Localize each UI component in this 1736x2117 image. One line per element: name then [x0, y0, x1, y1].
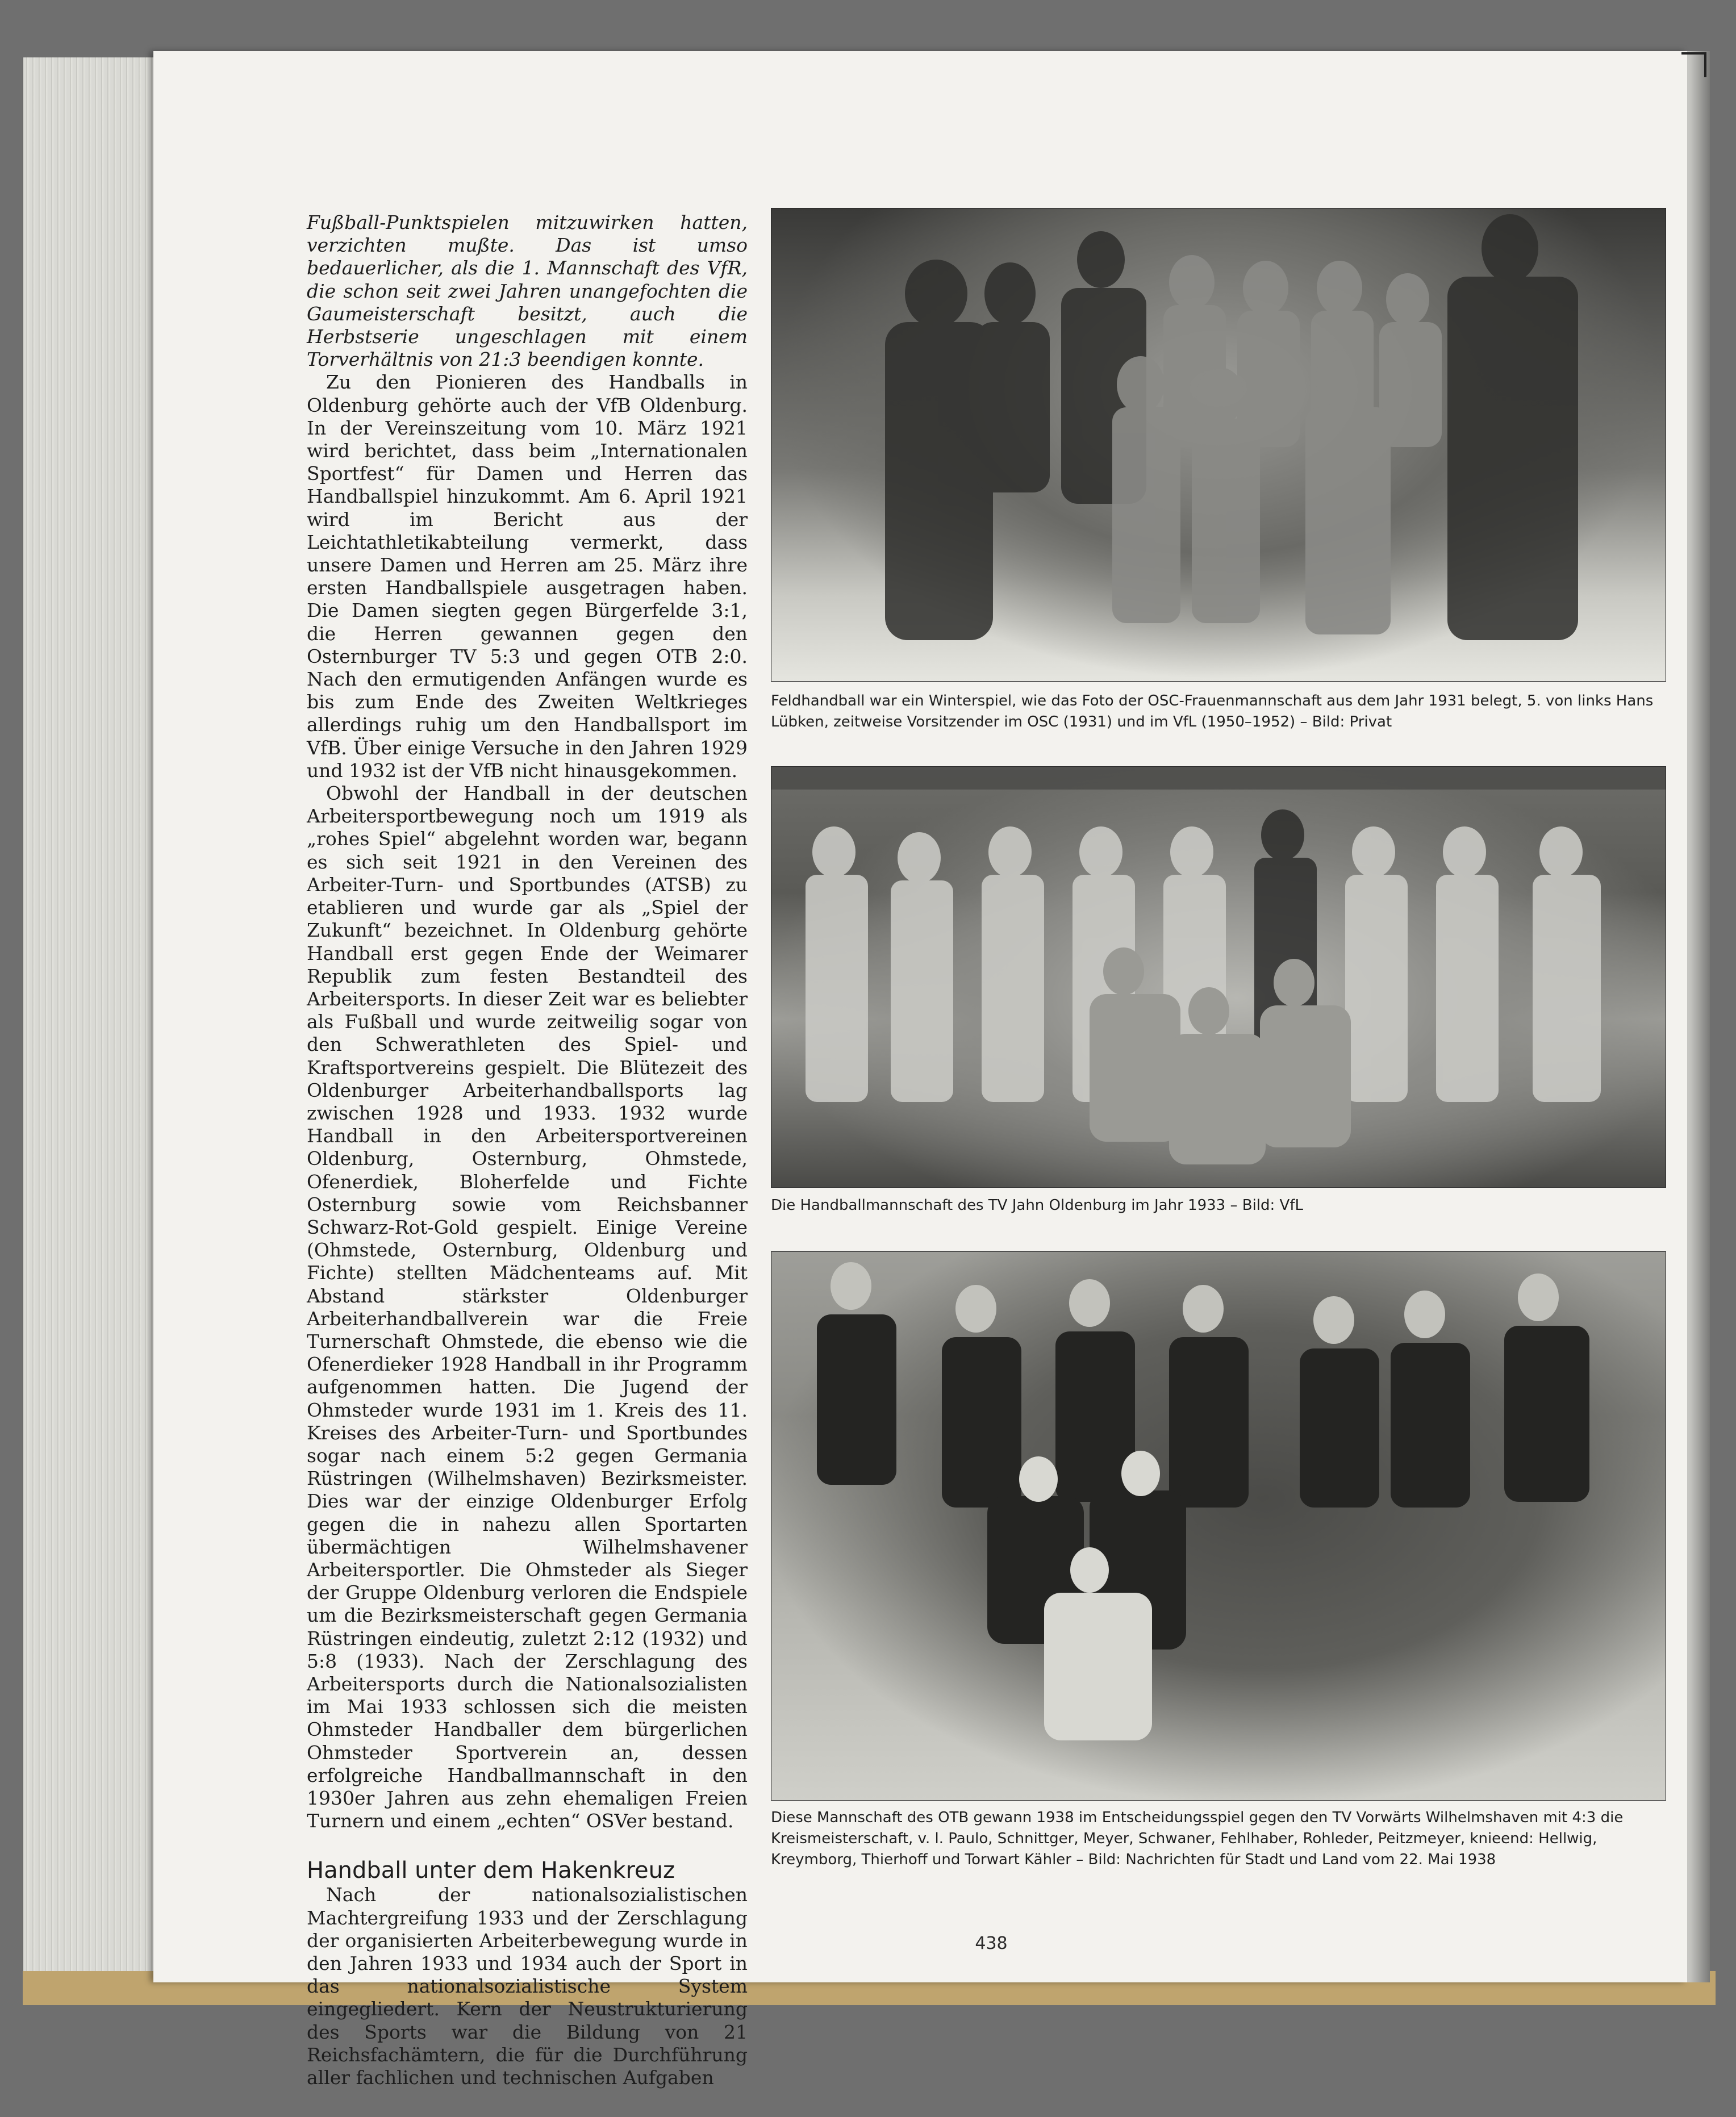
- caption-photo-3: Diese Mannschaft des OTB gewann 1938 im Entscheidungsspiel gegen den TV Vorwärts Wilhelmshaven mit 4:3 die Kreismeisterschaft, v. l. Paulo, Schnittger, Meyer, Schwaner, Fehlhaber, Rohleder, Peitzmeyer, knieend: Hellwig, Kreymborg, Thierhoff und Torwart Kähler – Bild: Nachrichten für Stadt und Land vom 22. Mai 1938: [771, 1809, 1624, 1868]
- photo-people-silhouettes-3: [771, 1252, 1666, 1800]
- page-number: 438: [975, 1934, 1008, 1953]
- paragraph-4: Nach der nationalsozialistischen Machtergreifung 1933 und der Zerschlagung der organisierten Arbeiterbewegung wurde in den Jahren 1933 und 1934 auch der Sport in das nationalsozialistische System eingegliedert. Kern der Neustrukturierung des Sports war die Bildung von 21 Reichsfachämtern, die für die Durchführung aller fachlichen und technischen Aufgaben: [307, 1884, 748, 2089]
- section-heading: Handball unter dem Hakenkreuz: [307, 1857, 675, 1884]
- paragraph-3: Obwohl der Handball in der deutschen Arbeitersportbewegung noch um 1919 als „rohes Spiel“ abgelehnt worden war, begann es sich seit 1921 in den Vereinen des Arbeiter-Turn- und Sportbundes (ATSB) zu etablieren und wurde gar als „Spiel der Zukunft“ bezeichnet. In Oldenburg gehörte Handball erst gegen Ende der Weimarer Republik zum festen Bestandteil des Arbeitersports. In dieser Zeit war es beliebter als Fußball und wurde zeitweilig sogar von den Schwerathleten des Spiel- und Kraftsportvereins gespielt. Die Blütezeit des Oldenburger Arbeiterhandballsports lag zwischen 1928 und 1933. 1932 wurde Handball in den Arbeitersportvereinen Oldenburg, Osternburg, Ohmstede, Ofenerdiek, Bloherfelde und Fichte Osternburg sowie vom Reichsbanner Schwarz-Rot-Gold gespielt. Einige Vereine (Ohmstede, Osternburg, Oldenburg und Fichte) stellten Mädchenteams auf. Mit Abstand stärkster Oldenburger Arbeiterhandballverein war die Freie Turnerschaft Ohmstede, die ebenso wie die Ofenerdieker 1928 Handball in ihr Programm aufgenommen hatten. Die Jugend der Ohmsteder wurde 1931 im 1. Kreis des 11. Kreises des Arbeiter-Turn- und Sportbundes sogar nach einem 5:2 gegen Germania Rüstringen (Wilhelmshaven) Bezirksmeister. Dies war der einzige Oldenburger Erfolg gegen die in nahezu allen Sportarten übermächtigen Wilhelmshavener Arbeitersportler. Die Ohmsteder als Sieger der Gruppe Oldenburg verloren die Endspiele um die Bezirksmeisterschaft gegen Germania Rüstringen eindeutig, zuletzt 2:12 (1932) und 5:8 (1933). Nach der Zerschlagung des Arbeitersports durch die Nationalsozialisten im Mai 1933 schlossen sich die meisten Ohmsteder Handballer dem bürgerlichen Ohmsteder Sportverein an, dessen erfolgreiche Handballmannschaft in den 1930er Jahren aus zehn ehemaligen Freien Turnern und einem „echten“ OSVer bestand.: [307, 782, 748, 1832]
- book-page-edges: [23, 57, 155, 1989]
- paragraph-2: Zu den Pionieren des Handballs in Oldenburg gehörte auch der VfB Oldenburg. In der Vereinszeitung vom 10. März 1921 wird berichtet, dass beim „Internationalen Sportfest“ für Damen und Herren das Handballspiel hinzukommt. Am 6. April 1921 wird im Bericht aus der Leichtathletikabteilung vermerkt, dass unsere Damen und Herren am 25. März ihre ersten Handballspiele ausgetragen haben. Die Damen siegten gegen Bürgerfelde 3:1, die Herren gewannen gegen den Osternburger TV 5:3 und gegen OTB 2:0. Nach den ermutigenden Anfängen wurde es bis zum Ende des Zweiten Weltkrieges allerdings ruhig um den Handballsport im VfB. Über einige Versuche in den Jahren 1929 und 1932 ist der VfB nicht hinausgekommen.: [307, 371, 748, 782]
- photo-tv-jahn-team: [771, 766, 1666, 1188]
- photo-osc-women-team: [771, 208, 1666, 682]
- crop-mark: [1681, 52, 1706, 77]
- caption-photo-2: Die Handballmannschaft des TV Jahn Oldenburg im Jahr 1933 – Bild: VfL: [771, 1197, 1303, 1214]
- photo-otb-team: [771, 1251, 1666, 1801]
- photo-people-silhouettes: [771, 208, 1666, 681]
- left-text-column: [307, 211, 748, 2089]
- paragraph-1: Fußball-Punktspielen mitzuwirken hatten, verzichten mußte. Das ist umso bedauerlicher, als die 1. Mannschaft des VfR, die schon seit zwei Jahren unangefochten die Gaumeisterschaft besitzt, auch die Herbstserie ungeschlagen mit einem Torverhältnis von 21:3 beendigen konnte.: [307, 211, 748, 371]
- caption-photo-1: Feldhandball war ein Winterspiel, wie das Foto der OSC-Frauenmannschaft aus dem Jahr 1931 belegt, 5. von links Hans Lübken, zeitweise Vorsitzender im OSC (1931) und im VfL (1950–1952) – Bild: Privat: [771, 692, 1654, 730]
- photo-people-silhouettes-2: [771, 767, 1666, 1187]
- binding-gutter: [1687, 51, 1710, 1982]
